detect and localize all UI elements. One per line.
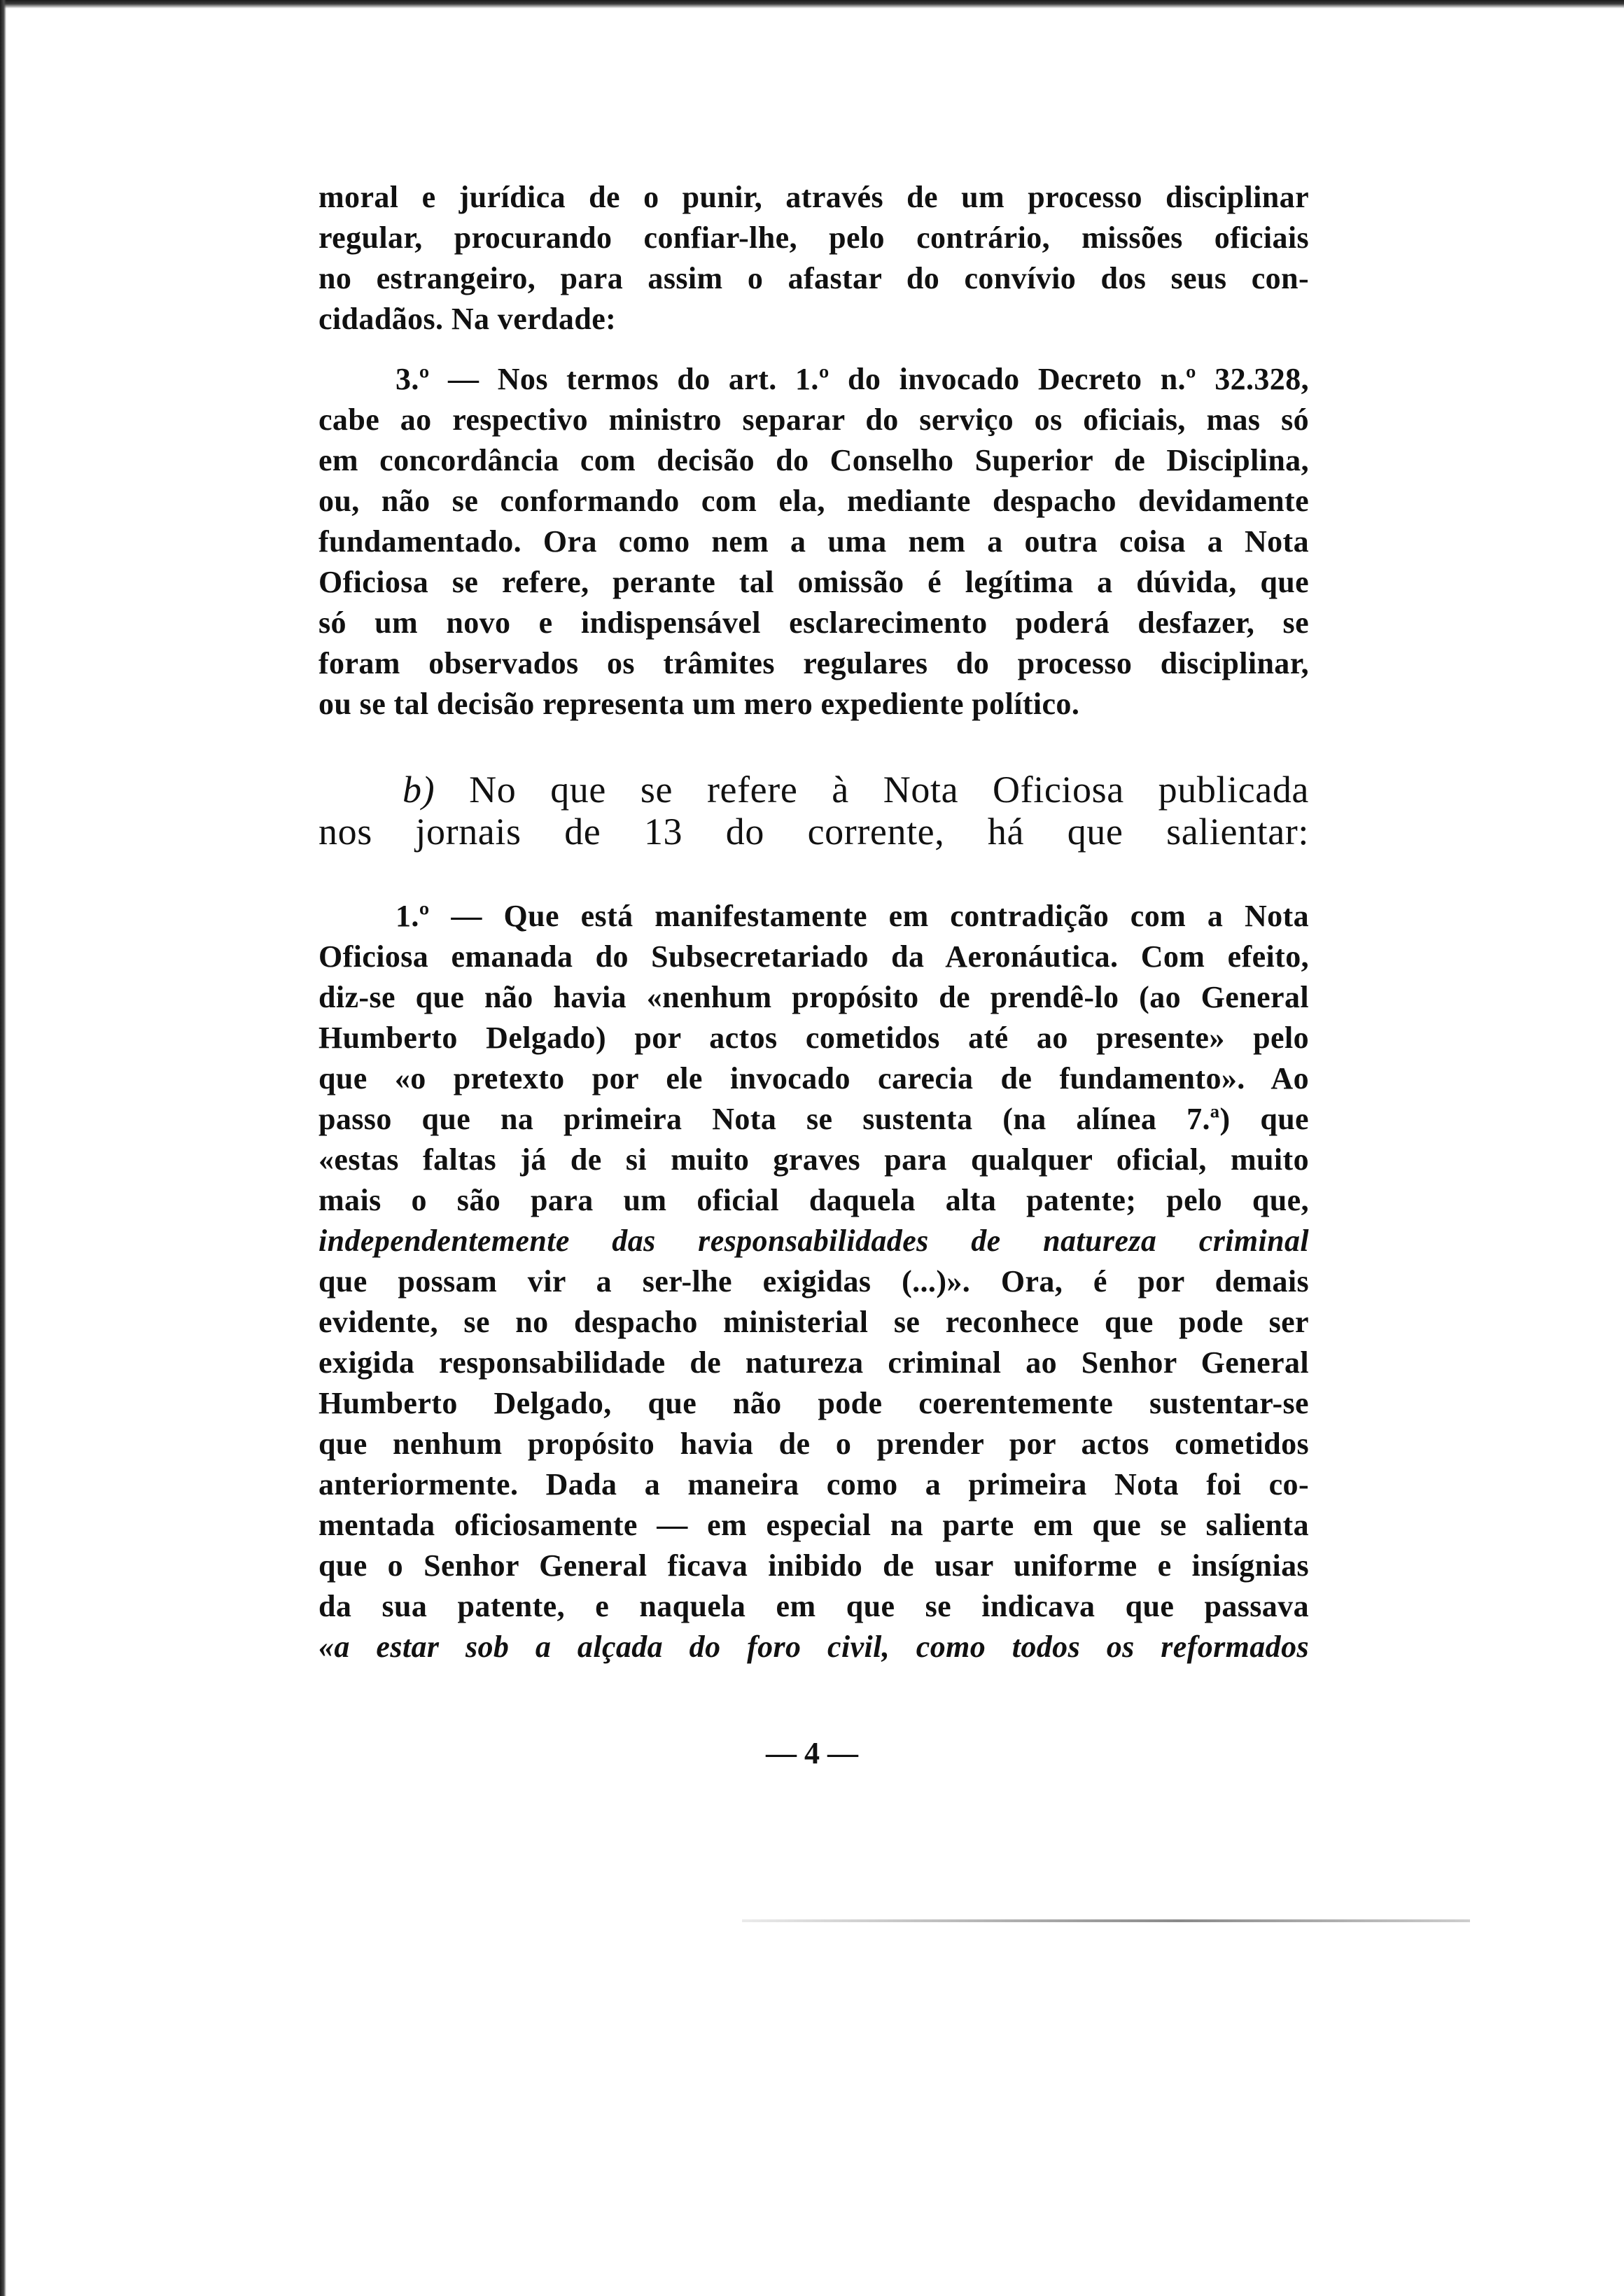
- text-line: 3.º — Nos termos do art. 1.º do invocado Decreto n.º 32.328,: [396, 362, 1309, 396]
- text-line-italic: «a estar sob a alçada do foro civil, como todos os reformados: [318, 1630, 1309, 1664]
- text-line: no estrangeiro, para assim o afastar do convívio dos seus con-: [318, 261, 1309, 295]
- text-line: foram observados os trâmites regulares do processo disciplinar,: [318, 646, 1309, 680]
- text-line: fundamentado. Ora como nem a uma nem a outra coisa a Nota: [318, 524, 1309, 559]
- text-line: que nenhum propósito havia de o prender por actos cometidos: [318, 1427, 1309, 1461]
- text-line: Oficiosa emanada do Subsecretariado da Aeronáutica. Com efeito,: [318, 939, 1309, 974]
- heading-line-1-text: No que se refere à Nota Oficiosa publicada: [469, 769, 1309, 811]
- text-line: que o Senhor General ficava inibido de usar uniforme e insígnias: [318, 1548, 1309, 1583]
- text-line-italic: independentemente das responsabilidades de natureza criminal: [318, 1224, 1309, 1258]
- text-line: cidadãos. Na verdade:: [318, 302, 617, 336]
- text-line: 1.º — Que está manifestamente em contradição com a Nota: [396, 899, 1309, 933]
- text-line: ou, não se conformando com ela, mediante despacho devidamente: [318, 484, 1309, 518]
- heading-marker: b): [402, 769, 435, 811]
- text-line: que possam vir a ser-lhe exigidas (...)». Ora, é por demais: [318, 1264, 1309, 1298]
- text-line: Humberto Delgado, que não pode coerentemente sustentar-se: [318, 1386, 1309, 1420]
- text-line: passo que na primeira Nota se sustenta (na alínea 7.ª) que: [318, 1102, 1309, 1136]
- text-line: Humberto Delgado) por actos cometidos até ao presente» pelo: [318, 1021, 1309, 1055]
- text-line: anteriormente. Dada a maneira como a primeira Nota foi co-: [318, 1467, 1309, 1502]
- heading-line-2: nos jornais de 13 do corrente, há que salientar:: [318, 811, 1309, 853]
- text-line: em concordância com decisão do Conselho Superior de Disciplina,: [318, 443, 1309, 477]
- text-line: que «o pretexto por ele invocado carecia de fundamento». Ao: [318, 1061, 1309, 1096]
- text-line: da sua patente, e naquela em que se indicava que passava: [318, 1589, 1309, 1623]
- heading-line-1: [318, 769, 1309, 811]
- text-line: ou se tal decisão representa um mero expediente político.: [318, 687, 1080, 721]
- text-line: regular, procurando confiar-lhe, pelo contrário, missões oficiais: [318, 220, 1309, 255]
- text-line: moral e jurídica de o punir, através de um processo disciplinar: [318, 180, 1309, 214]
- scan-artifact-rule: [742, 1919, 1470, 1922]
- text-line: exigida responsabilidade de natureza criminal ao Senhor General: [318, 1345, 1309, 1380]
- text-line: Oficiosa se refere, perante tal omissão é legítima a dúvida, que: [318, 565, 1309, 599]
- text-line: mais o são para um oficial daquela alta patente; pelo que,: [318, 1183, 1309, 1217]
- section-heading: [318, 769, 1309, 853]
- text-line: evidente, se no despacho ministerial se reconhece que pode ser: [318, 1305, 1309, 1339]
- paragraph-1: [318, 177, 1309, 340]
- scan-edge-top: [0, 0, 1624, 8]
- text-line: «estas faltas já de si muito graves para qualquer oficial, muito: [318, 1142, 1309, 1177]
- paragraph-2: [318, 359, 1309, 724]
- page-number: — 4 —: [766, 1736, 858, 1770]
- text-line: cabe ao respectivo ministro separar do serviço os oficiais, mas só: [318, 402, 1309, 437]
- scan-edge-left: [0, 0, 6, 2296]
- text-line: diz-se que não havia «nenhum propósito de prendê-lo (ao General: [318, 980, 1309, 1014]
- text-line: só um novo e indispensável esclarecimento poderá desfazer, se: [318, 606, 1309, 640]
- paragraph-3: [318, 896, 1309, 1667]
- text-line: mentada oficiosamente — em especial na parte em que se salienta: [318, 1508, 1309, 1542]
